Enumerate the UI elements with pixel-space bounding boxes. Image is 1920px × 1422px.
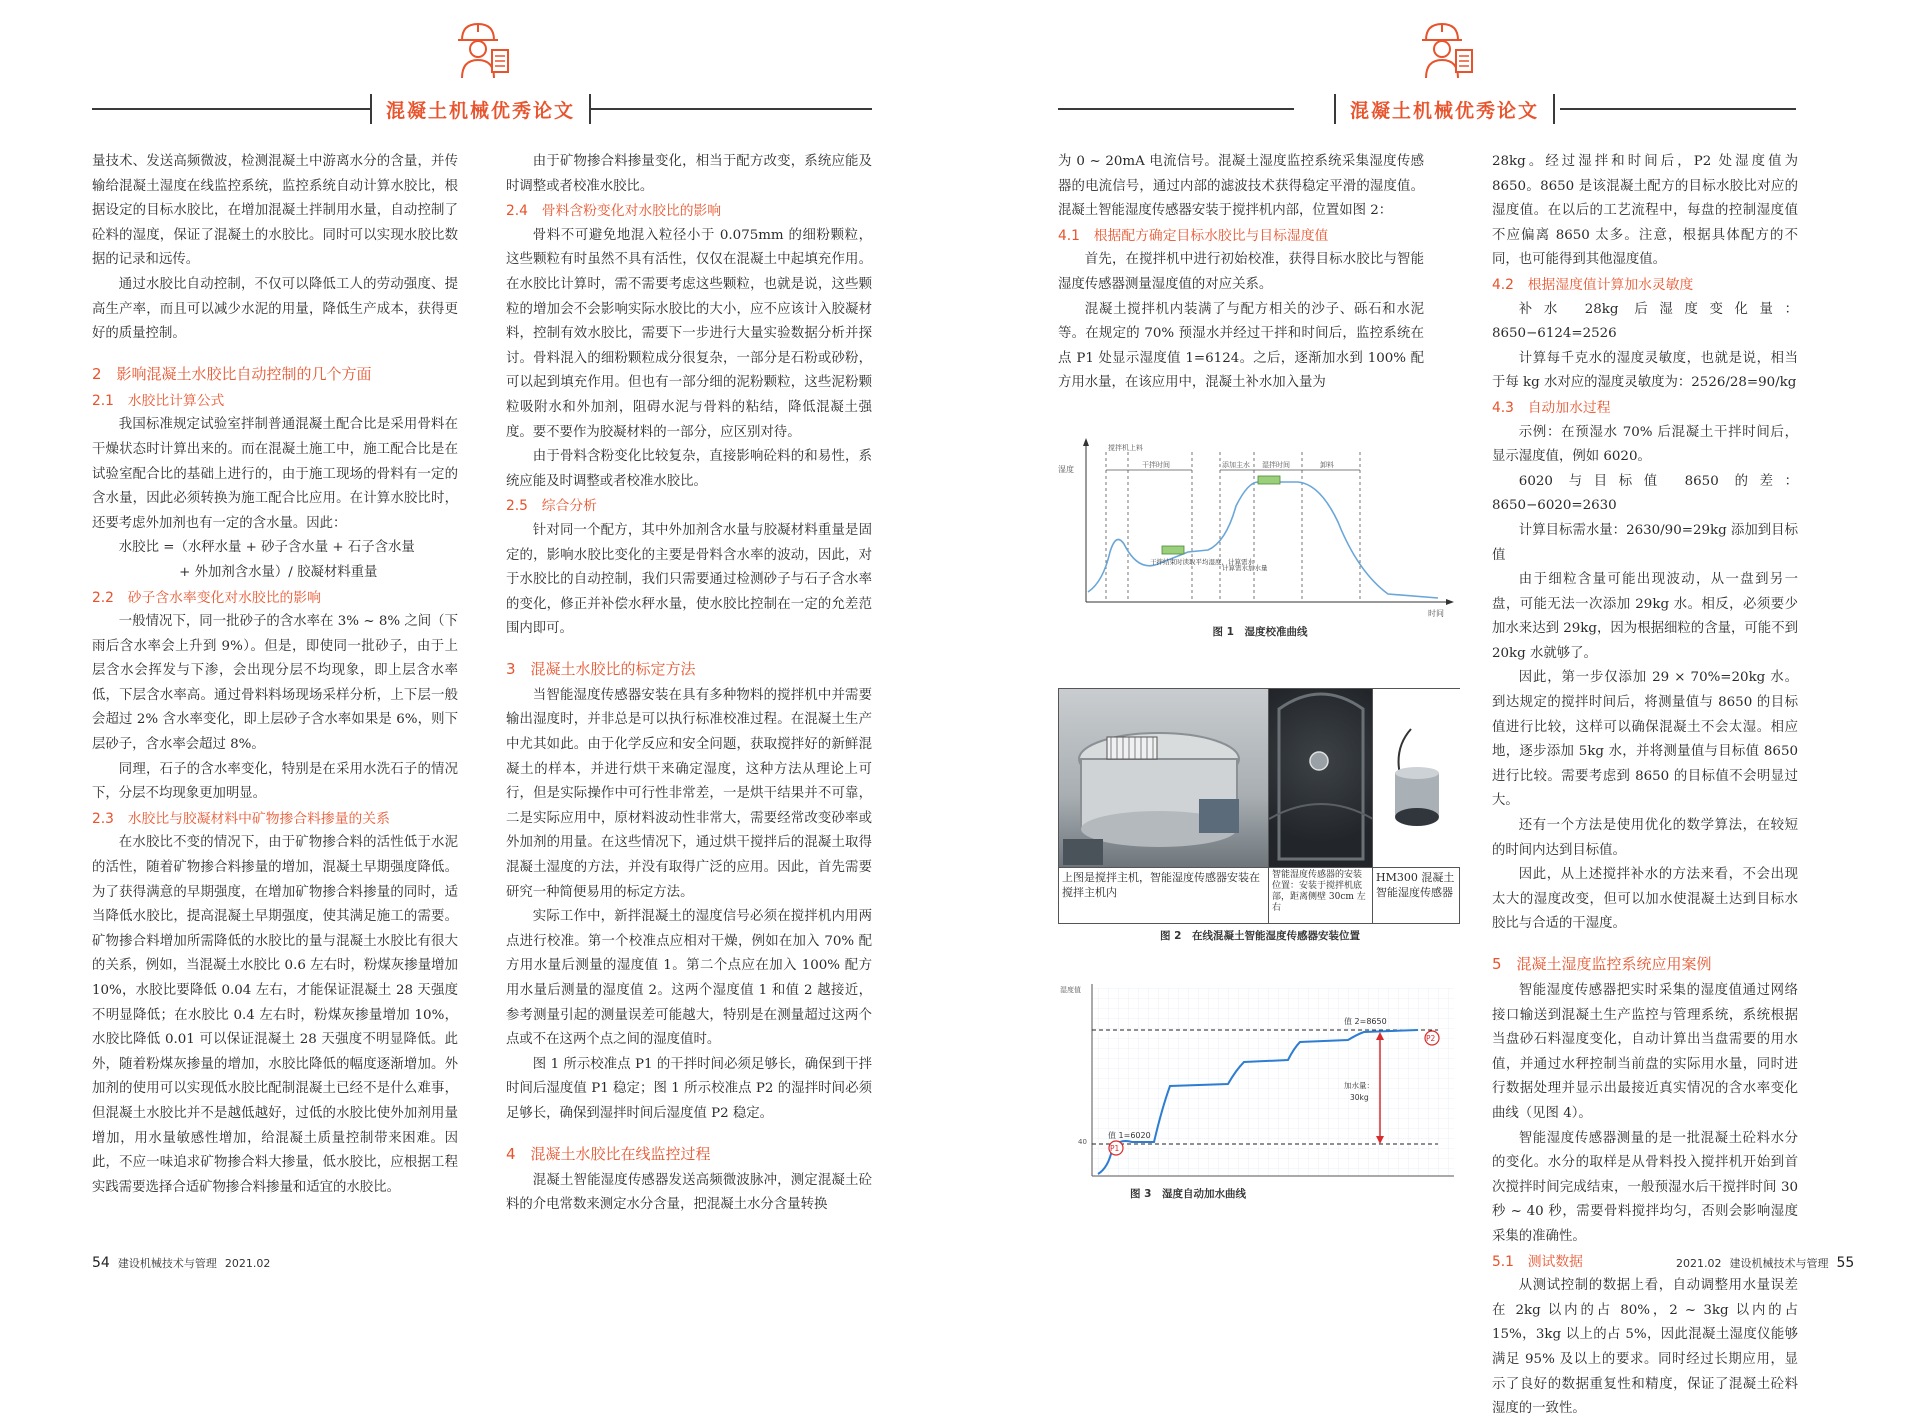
water-addition-chart [1058, 978, 1462, 1183]
body-paragraph: 智能湿度传感器把实时采集的湿度值通过网络接口输送到混凝土生产监控与管理系统，系统根据当盘砂石料湿度变化，自动计算出当盘需要的用水值，并通过水秤控制当前盘的实际用水量，同时进行数据处理并显示出最接近真实情况的含水率变化曲线（见图 4）。 [1492, 983, 1798, 1121]
header-rule-left [92, 108, 370, 110]
body-paragraph: 混凝土智能湿度传感器发送高频微波脉冲，测定混凝土砼料的介电常数来测定水分含量，把混凝土水分含量转换 [506, 1172, 872, 1213]
subsection-heading: 5.1 测试数据 [1492, 1253, 1583, 1270]
worker-mascot-icon [448, 18, 512, 80]
journal-name: 建设机械技术与管理 [1729, 1257, 1829, 1270]
subsection-heading: 2.1 水胶比计算公式 [92, 392, 225, 409]
body-paragraph: 通过水胶比自动控制，不仅可以降低工人的劳动强度、提高生产率，而且可以减少水泥的用量，降低生产成本，获得更好的质量控制。 [92, 276, 458, 342]
phase-label: 添加主水 [1222, 461, 1250, 469]
body-paragraph: 骨料不可避免地混入粒径小于 0.075mm 的细粉颗粒，这些颗粒有时虽然不具有活性，仅仅在混凝土中起填充作用。在水胶比计算时，需不需要考虑这些颗粒，也就是说，这些颗粒的增加会不会影响实际水胶比的大小，应不应该计入胶凝材料，控制有效水胶比，需要下一步进行大量实验数据分析并探讨。骨料混入的细粉颗粒成分很复杂，一部分是石粉或砂粉，可以起到填充作用。但也有一部分细的泥粉颗粒，这些泥粉颗粒吸附水和外加剂，阻碍水泥与骨料的粘结，降低混凝土强度。要不要作为胶凝材料的一部分，应区别对待。 [506, 227, 872, 440]
body-paragraph: 首先，在搅拌机中进行初始校准，获得目标水胶比与智能湿度传感器测量湿度值的对应关系。 [1058, 252, 1424, 292]
body-paragraph: 图 1 所示校准点 P1 的干拌时间必须足够长，确保到干拌时间后湿度值 P1 稳定；图 1 所示校准点 P2 的湿拌时间必须足够长，确保到湿拌时间后湿度值 P2 稳定。 [506, 1056, 872, 1121]
subsection-heading: 4.3 自动加水过程 [1492, 399, 1611, 416]
section-heading: 4 混凝土水胶比在线监控过程 [506, 1144, 711, 1163]
p1-label: P1 [1110, 1144, 1120, 1153]
header-title-box [370, 94, 591, 124]
humidity-curve [1088, 482, 1438, 598]
sensor-inside-image [1269, 689, 1373, 867]
column-2 [506, 150, 872, 1218]
figure-3 [1058, 978, 1462, 1203]
hm300-sensor-photo [1373, 689, 1460, 867]
figure-1 [1058, 432, 1462, 642]
body-paragraph: 当智能湿度传感器安装在具有多种物料的搅拌机中并需要输出湿度时，并非总是可以执行标准校准过程。在混凝土生产中尤其如此。由于化学反应和安全问题，获取搅拌好的新鲜混凝土的样本，并进行烘干来确定湿度，这种方法从理论上可行，但是实际操作中可行性非常差，一是烘干结果并不可靠，二是实际应用中，原材料波动性非常大，需要经常改变砂率或外加剂的用量。在这些情况下，通过烘干搅拌后的混凝土取得混凝土湿度的方法，并没有取得广泛的应用。因此，首先需要研究一种简便易用的标定方法。 [506, 687, 872, 900]
subsection-heading: 2.5 综合分析 [506, 498, 597, 515]
journal-issue: 2021.02 [224, 1257, 271, 1270]
initial-value-label: 值 1=6020 [1108, 1131, 1151, 1140]
subsection-heading: 4.2 根据湿度值计算加水灵敏度 [1492, 276, 1694, 293]
page-number: 54 [92, 1255, 110, 1271]
subsection-heading: 2.4 骨料含粉变化对水胶比的影响 [506, 203, 722, 220]
body-paragraph: 示例：在预湿水 70% 后混凝土干拌时间后，显示湿度值，例如 6020。 [1492, 424, 1798, 465]
water-amount-label: 加水量： [1344, 1081, 1374, 1090]
fig2-text-3: HM300 混凝土智能湿度传感器 [1373, 867, 1460, 924]
header-rule-right [590, 108, 872, 110]
sensor-inside-photo [1269, 689, 1373, 867]
page-header [960, 18, 1920, 122]
body-paragraph: 由于骨料含粉变化比较复杂，直接影响砼料的和易性，系统应能及时调整或者校准水胶比。 [506, 449, 872, 489]
y-axis-label: 湿度 [1058, 465, 1074, 474]
subsection-heading: 2.2 砂子含水率变化对水胶比的影响 [92, 589, 321, 606]
worker-mascot-icon [1412, 18, 1476, 80]
left-page [0, 0, 960, 1303]
section-heading: 5 混凝土湿度监控系统应用案例 [1492, 955, 1712, 973]
annotation-right: 计算需水加水量 [1222, 564, 1268, 572]
body-paragraph: 智能湿度传感器测量的是一批混凝土砼料水分的变化。水分的取样是从骨料投入搅拌机开始到首次搅拌时间完成结束，一般预湿水后干搅拌时间 30 秒 ~ 40 秒，需要骨料搅拌均匀，否则会影响湿度采集的准确性。 [1492, 1130, 1798, 1244]
body-paragraph: 混凝土搅拌机内装满了与配方相关的沙子、砾石和水泥等。在规定的 70% 预湿水并经过干拌和时间后，监控系统在点 P1 处显示湿度值 1=6124。之后，逐渐加水到 100% 配方用水量，在该应用中，混凝土补水加入量为 [1058, 301, 1424, 391]
mixer-photo [1059, 689, 1269, 867]
p1-marker [1162, 546, 1184, 554]
section-heading: 2 影响混凝土水胶比自动控制的几个方面 [92, 364, 372, 383]
header-rule-right [1560, 108, 1796, 110]
journal-name: 建设机械技术与管理 [117, 1257, 217, 1270]
subsection-heading: 2.3 水胶比与胶凝材料中矿物掺合料掺量的关系 [92, 810, 390, 827]
phase-label: 干拌时间 [1142, 461, 1170, 469]
body-paragraph: 补水 28kg 后湿度变化量：8650−6124=2526 [1492, 301, 1798, 342]
p2-marker [1258, 476, 1280, 484]
body-paragraph: 在水胶比不变的情况下，由于矿物掺合料的活性低于水泥的活性，随着矿物掺合料掺量的增加，混凝土早期强度降低。为了获得满意的早期强度，在增加矿物掺合料掺量的同时，适当降低水胶比，提高混凝土早期强度，使其满足施工的需要。矿物掺合料增加所需降低的水胶比的量与混凝土水胶比有很大的关系，例如，当混凝土水胶比 0.6 左右时，粉煤灰掺量增加 10%，水胶比要降低 0.04 左右，才能保证混凝土 28 天强度不明显降低；在水胶比 0.4 左右时，粉煤灰掺量增加 10%，水胶比降低 0.01 可以保证混凝土 28 天强度不明显降低。此外，随着粉煤灰掺量的增加，水胶比降低的幅度逐渐增加。外加剂的使用可以实现低水胶比配制混凝土已经不是什么难事，但混凝土水胶比并不是越低越好，过低的水胶比使外加剂用量增加，用水量敏感性增加，给混凝土质量控制带来困难。因此，不应一味追求矿物掺合料大掺量，低水胶比，应根据工程实践需要选择合适矿物掺合料掺量和适宜的水胶比。 [92, 835, 458, 1195]
annotation-left: 干拌结束时读取平均湿度，计算需水 [1150, 558, 1254, 566]
body-paragraph: 因此，从上述搅拌补水的方法来看，不会出现太大的湿度改变，但可以加水使混凝土达到目标水胶比与合适的干湿度。 [1492, 867, 1798, 932]
header-rule-left [1058, 108, 1294, 110]
y-tick-label: 40 [1078, 1138, 1087, 1146]
y-axis-label: 湿度值 [1060, 986, 1081, 994]
body-paragraph: 由于细粒含量可能出现波动，从一盘到另一盘，可能无法一次添加 29kg 水。相反，必须要少加水来达到 29kg，因为根据细粒的含量，可能不到 20kg 水就够了。 [1492, 572, 1798, 661]
target-value-label: 值 2=8650 [1344, 1017, 1387, 1026]
figure-2-caption: 图 2 在线混凝土智能湿度传感器安装位置 [1160, 930, 1360, 942]
body-paragraph: 从测试控制的数据上看，自动调整用水量误差在 2kg 以内的占 80%，2 ~ 3kg 以内的占 15%，3kg 以上的占 5%，因此混凝土湿度仪能够满足 95% 及以上的要求。同时经过长期应用，显示了良好的数据重复性和精度，保证了混凝土砼料湿度的一致性。 [1492, 1278, 1798, 1417]
phase-label: 搅拌机上料 [1108, 444, 1143, 452]
hm300-sensor-image [1373, 689, 1460, 867]
footer-right [1676, 1255, 1854, 1271]
header-title: 混凝土机械优秀论文 [1350, 99, 1540, 122]
body-paragraph: 因此，第一步仅添加 29 × 70%=20kg 水。到达规定的搅拌时间后，将测量值与 8650 的目标值进行比较，这样可以确保混凝土不会太湿。相应地，逐步添加 5kg 水，并将测量值与目标值 8650 进行比较。需要考虑到 8650 的目标值不会明显过大。 [1492, 670, 1798, 809]
body-paragraph: 计算目标需水量：2630/90=29kg 添加到目标值 [1492, 522, 1798, 563]
page-number: 55 [1836, 1255, 1855, 1271]
section-heading: 3 混凝土水胶比的标定方法 [506, 659, 696, 678]
header-title: 混凝土机械优秀论文 [386, 99, 576, 122]
page-header [0, 18, 960, 122]
formula-line: + 外加剂含水量）/ 胶凝材料重量 [179, 564, 378, 580]
body-paragraph: 还有一个方法是使用优化的数学算法，在较短的时间内达到目标值。 [1492, 818, 1798, 858]
column-4 [1492, 150, 1798, 1422]
x-axis-label: 时间 [1428, 609, 1444, 618]
phase-label: 湿拌时间 [1262, 461, 1290, 469]
humidity-calibration-chart [1058, 432, 1462, 622]
body-paragraph: 我国标准规定试验室拌制普通混凝土配合比是采用骨料在干燥状态时计算出来的。而在混凝土施工中，施工配合比是在试验室配合比的基础上进行的，由于施工现场的骨料有一定的含水量，因此必须转换为施工配合比应用。在计算水胶比时，还要考虑外加剂也有一定的含水量。因此： [92, 417, 458, 531]
body-paragraph: 针对同一个配方，其中外加剂含水量与胶凝材料重量是固定的，影响水胶比变化的主要是骨料含水率的波动，因此，对于水胶比的自动控制，我们只需要通过检测砂子与石子含水率的变化，修正并补偿水秤水量，使水胶比控制在一定的允差范围内即可。 [506, 522, 872, 637]
body-paragraph: 28kg。经过湿拌和时间后，P2 处湿度值为 8650。8650 是该混凝土配方的目标水胶比对应的湿度值。在以后的工艺流程中，每盘的控制湿度值不应偏离 8650 太多。注意，根据具体配方的不同，也可能得到其他湿度值。 [1492, 154, 1798, 268]
body-paragraph: 计算每千克水的湿度灵敏度，也就是说，相当于每 kg 水对应的湿度灵敏度为：2526/28=90/kg [1492, 350, 1798, 391]
formula-line: 水胶比 =（水秤水量 + 砂子含水量 + 石子含水量 [118, 540, 415, 556]
figure-3-caption: 图 3 湿度自动加水曲线 [1130, 1188, 1246, 1200]
figure-2 [1058, 688, 1460, 924]
body-paragraph: 由于矿物掺合料掺量变化，相当于配方改变，系统应能及时调整或者校准水胶比。 [506, 154, 872, 194]
body-paragraph: 量技术、发送高频微波，检测混凝土中游离水分的含量，并传输给混凝土湿度在线监控系统，监控系统自动计算水胶比，根据设定的目标水胶比，在增加混凝土拌制用水量，自动控制了砼料的湿度，保证了混凝土的水胶比。同时可以实现水胶比数据的记录和远传。 [92, 154, 458, 268]
body-paragraph: 实际工作中，新拌混凝土的湿度信号必须在搅拌机内用两点进行校准。第一个校准点应相对干燥，例如在加入 70% 配方用水量后测量的湿度值 1。第二个点应在加入 100% 配方用水量后测量的湿度值 2。这两个湿度值 1 和值 2 越接近，参考测量引起的测量误差可能越大，特别是在测量超过这两个点或不在这两个点之间的湿度值时。 [506, 909, 872, 1048]
body-paragraph: 为 0 ~ 20mA 电流信号。混凝土湿度监控系统采集湿度传感器的电流信号，通过内部的滤波技术获得稳定平滑的湿度值。混凝土智能湿度传感器安装于搅拌机内部，位置如图 2： [1058, 154, 1424, 219]
header-title-box [1334, 94, 1555, 124]
body-paragraph: 一般情况下，同一批砂子的含水率在 3% ~ 8% 之间（下雨后含水率会上升到 9%）。但是，即使同一批砂子，由于上层含水会挥发与下渗，会出现分层不均现象，即上层含水率低，下层含水率高。通过骨料料场现场采样分析，上下层一般会超过 2% 含水率变化，即上层砂子含水率如果是 6%，则下层砂子，含水率会超过 8%。 [92, 614, 458, 753]
journal-issue: 2021.02 [1676, 1257, 1722, 1270]
column-3 [1058, 150, 1424, 396]
subsection-heading: 4.1 根据配方确定目标水胶比与目标湿度值 [1058, 227, 1329, 244]
fig2-text-1: 上图是搅拌主机，智能湿度传感器安装在搅拌主机内 [1059, 867, 1269, 924]
mixer-image [1059, 689, 1269, 867]
water-amount-value: 30kg [1350, 1093, 1369, 1102]
body-paragraph: 同理，石子的含水率变化，特别是在采用水洗石子的情况下，分层不均现象更加明显。 [92, 761, 458, 802]
footer-left [92, 1255, 270, 1271]
phase-label: 卸料 [1320, 461, 1334, 469]
column-1 [92, 150, 458, 1200]
body-paragraph: 6020 与目标值 8650 的差：8650−6020=2630 [1492, 473, 1798, 514]
fig2-text-2: 智能湿度传感器的安装位置：安装于搅拌机底部，距离侧壁 30cm 左右 [1269, 867, 1373, 924]
figure-1-caption: 图 1 湿度校准曲线 [1212, 626, 1308, 638]
p2-label: P2 [1426, 1034, 1436, 1043]
